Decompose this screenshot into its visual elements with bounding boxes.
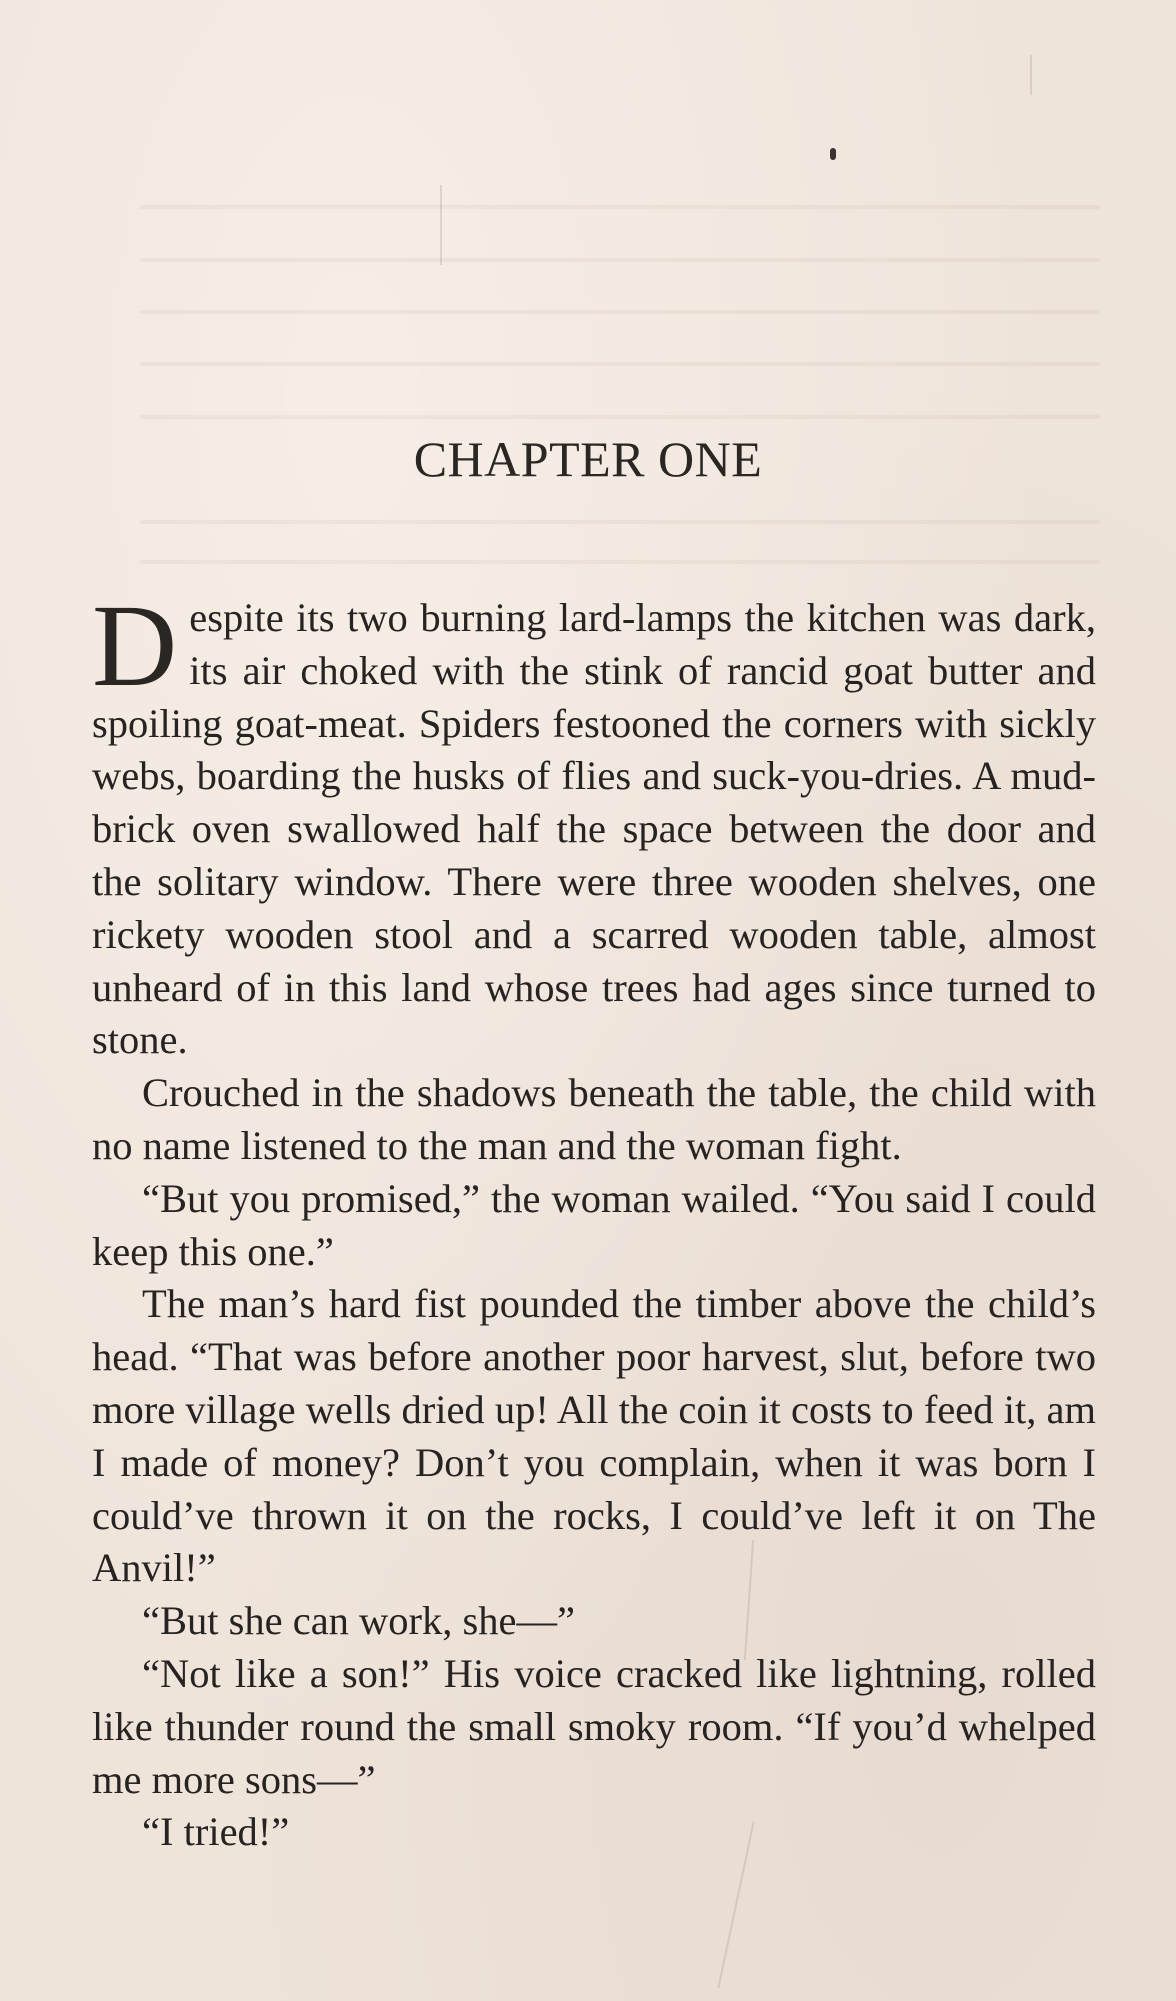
paragraph: “Not like a son!” His voice cracked like lightning, rolled like thunder round the small smoky room. “If you’d whelped me more sons—”	[92, 1650, 1096, 1802]
show-through-line	[140, 520, 1100, 524]
paragraph: Crouched in the shadows beneath the table, the child with no name listened to the man and the woman fight.	[92, 1070, 1096, 1168]
show-through-line	[140, 560, 1100, 564]
paragraph: “But you promised,” the woman wailed. “You said I could keep this one.”	[92, 1175, 1096, 1274]
paper-crease	[1030, 55, 1032, 95]
paragraph: The man’s hard fist pounded the timber above the child’s head. “That was before another poor harvest, slut, before two more village wells dried up! All the coin it costs to feed it, am I made of money? Don’t you complain, when it was born I could’ve thrown it on the rocks, I could’ve left it on The Anvil!”	[92, 1281, 1096, 1591]
show-through-line	[140, 310, 1100, 314]
ink-speck	[830, 148, 836, 160]
body-text	[92, 580, 1096, 1859]
show-through-line	[140, 205, 1100, 209]
drop-cap: D	[92, 580, 178, 711]
paragraph-text: espite its two burning lard-lamps the kitchen was dark, its air choked with the stink of rancid goat butter and spoiling goat-meat. Spiders festooned the corners with sickly webs, boarding the husks of flies and suck-you-dries. A mud-brick oven swallowed half the space between the door and the solitary window. There were three wooden shelves, one rickety wooden stool and a scarred wooden table, almost unheard of in this land whose trees had ages since turned to stone.	[92, 595, 1096, 1063]
show-through-line	[140, 415, 1100, 419]
paper-crease	[440, 185, 442, 265]
show-through-line	[140, 258, 1100, 262]
show-through-line	[140, 362, 1100, 366]
chapter-title: CHAPTER ONE	[413, 431, 763, 487]
paragraph	[92, 580, 1096, 1067]
paragraph: “I tried!”	[142, 1809, 290, 1855]
paragraph: “But she can work, she—”	[142, 1598, 576, 1644]
